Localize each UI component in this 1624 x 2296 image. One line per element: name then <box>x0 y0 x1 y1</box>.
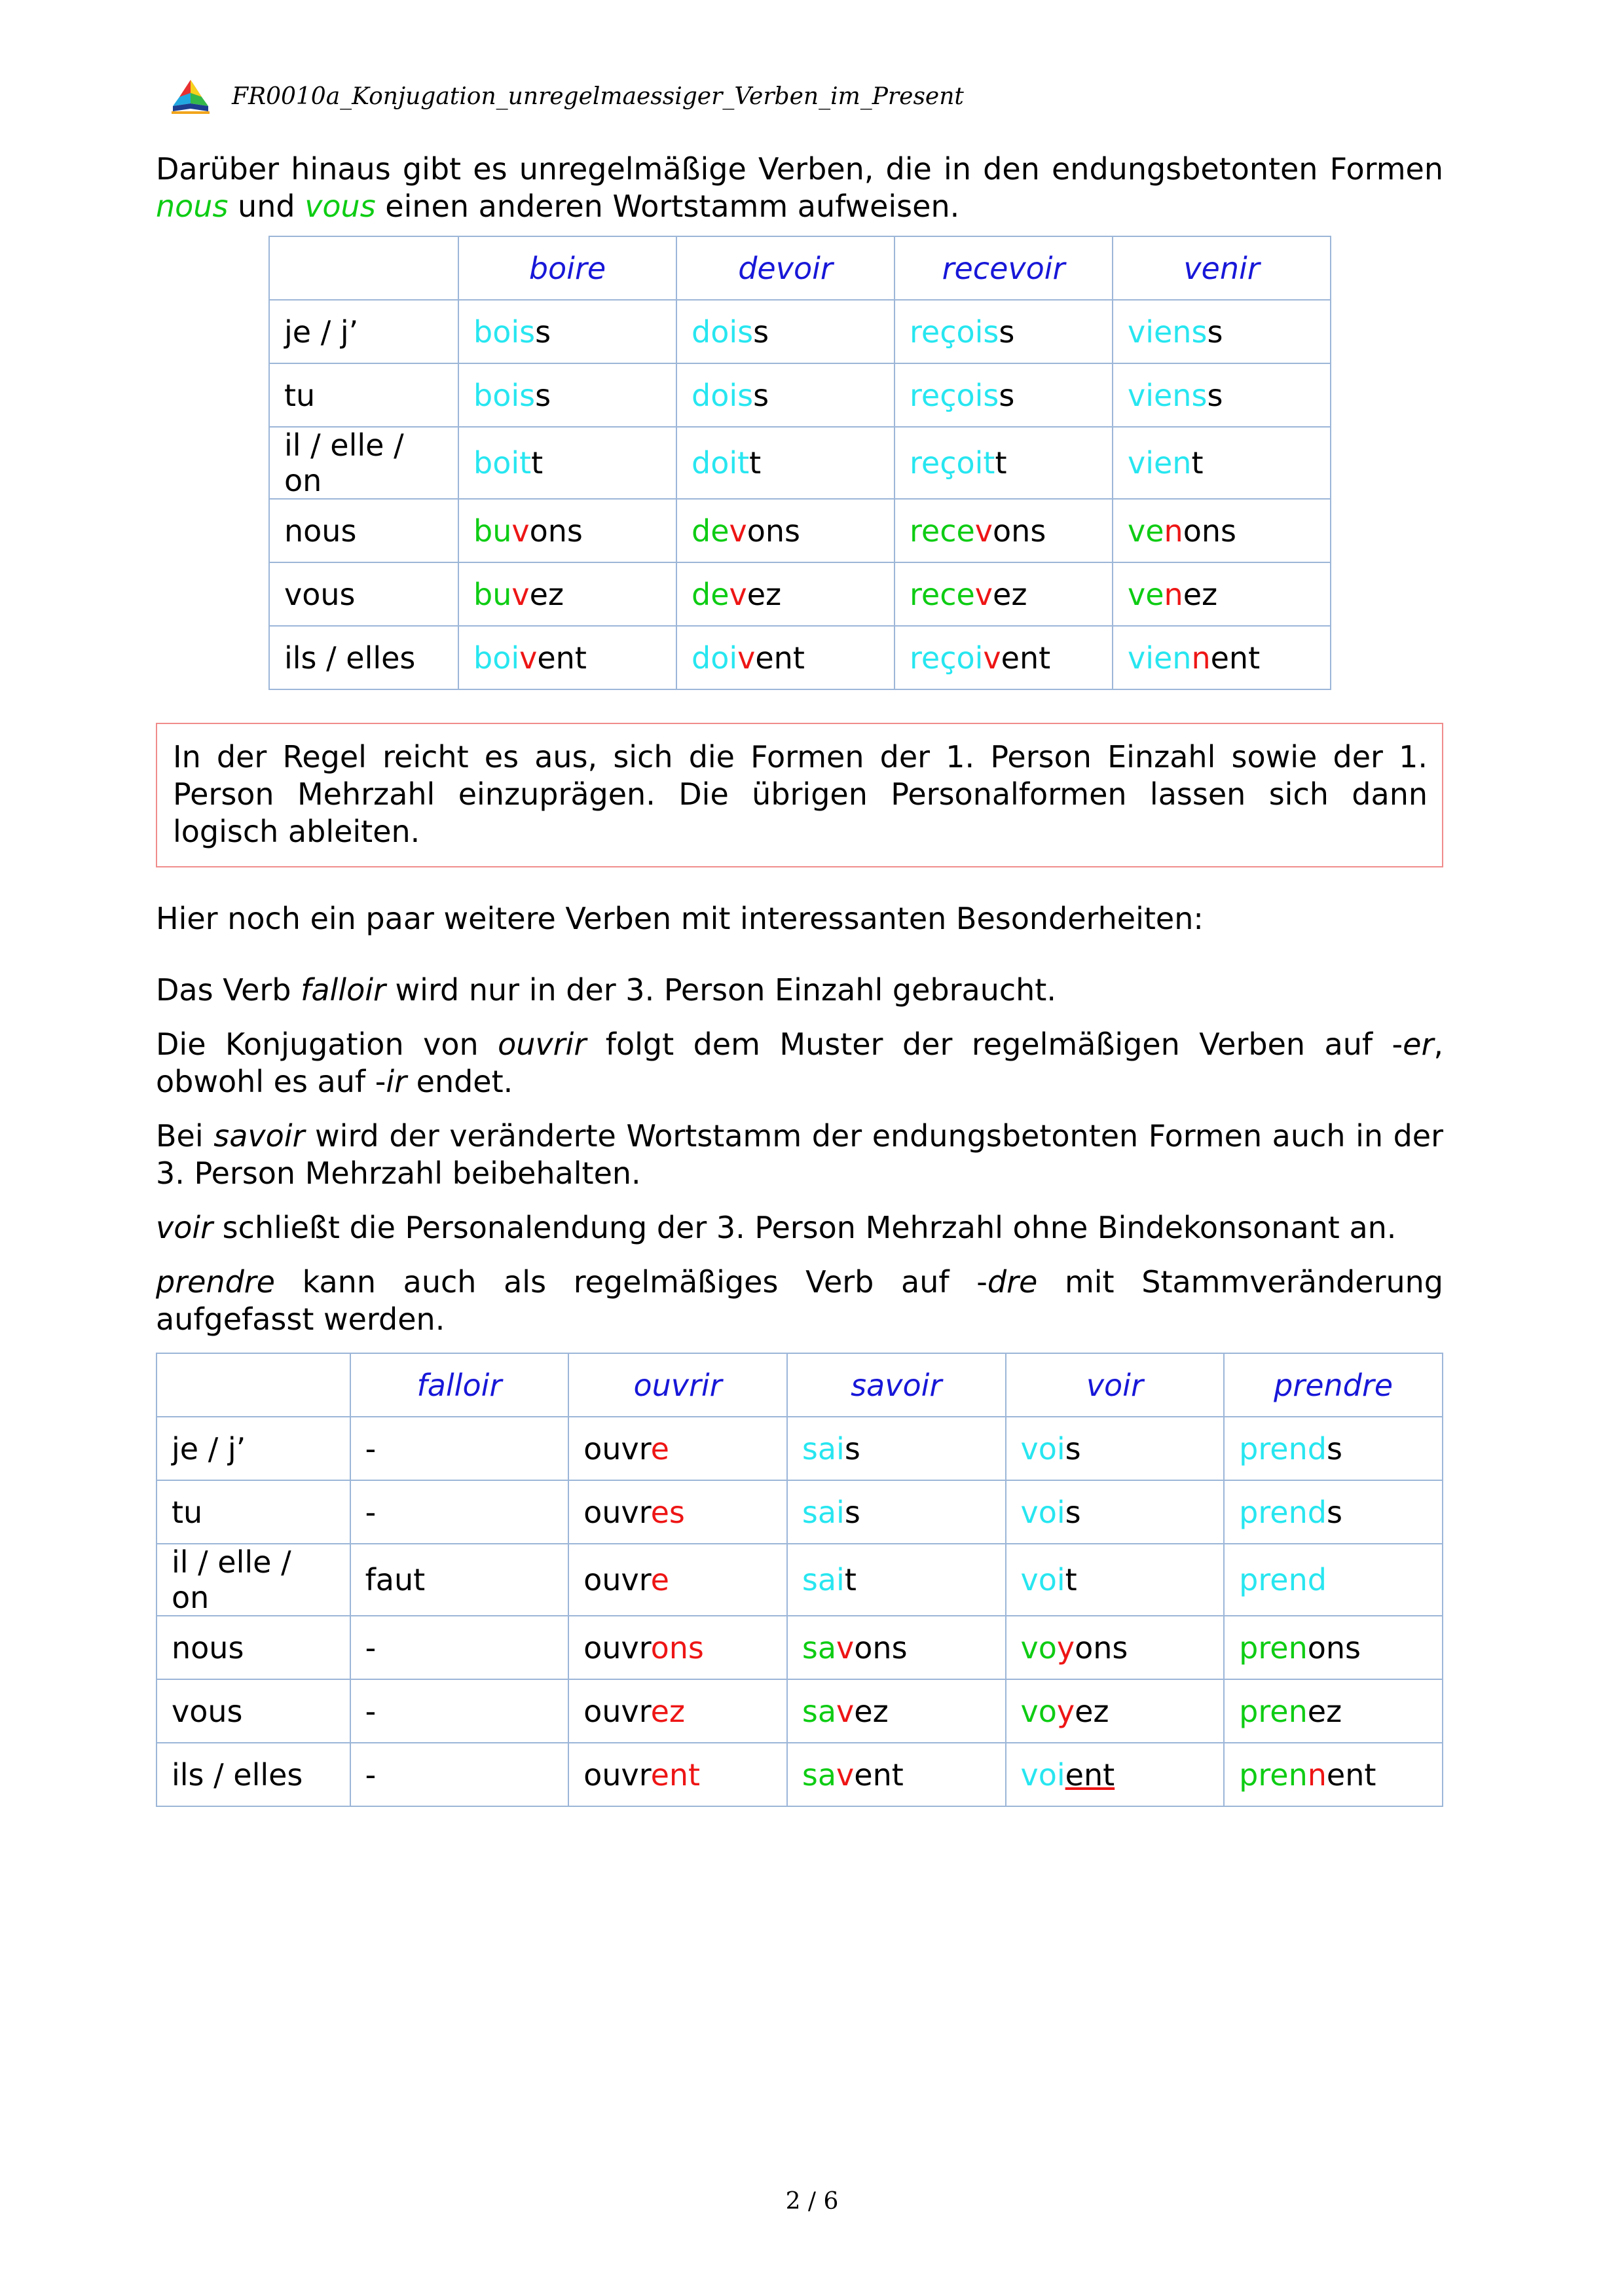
verb-form-segment: ouvr <box>583 1757 651 1793</box>
verb-form-segment: ons <box>747 513 800 549</box>
verb-form-segment: s <box>1207 377 1223 413</box>
verb-form-segment: s <box>999 377 1015 413</box>
verb-form-cell <box>1113 363 1331 427</box>
verb-form-cell <box>676 626 895 689</box>
verb-form-cell <box>458 363 676 427</box>
table-row <box>157 1417 1443 1480</box>
verb-header-devoir: devoir <box>676 236 895 300</box>
table-corner-cell <box>157 1353 350 1417</box>
verb-form-segment: v <box>729 513 747 549</box>
verb-form-segment: voi <box>1020 1494 1065 1530</box>
note-ouvrir-mid: folgt dem Muster der regelmäßigen Verben auf - <box>586 1027 1403 1062</box>
verb-savoir: savoir <box>213 1118 305 1154</box>
pronoun-cell: il / elle / on <box>269 427 458 499</box>
pronoun-cell: tu <box>269 363 458 427</box>
verb-form-segment: - <box>365 1693 377 1729</box>
verb-form-cell <box>787 1544 1006 1616</box>
note-ouvrir-mid2: , obwohl es auf - <box>156 1027 1443 1099</box>
verb-form-segment: ve <box>1128 513 1164 549</box>
verb-form-segment: v <box>519 640 538 676</box>
verb-form-cell <box>1006 1480 1225 1544</box>
ending-er: er <box>1403 1027 1434 1062</box>
note-falloir-prefix: Das Verb <box>156 972 301 1008</box>
vous-word: vous <box>304 189 376 224</box>
note-prendre-mid: kann auch als regelmäßiges Verb auf - <box>274 1264 987 1300</box>
nous-word: nous <box>156 189 229 224</box>
verb-form-cell <box>1113 499 1331 562</box>
verb-form-segment: ouvr <box>583 1494 651 1530</box>
verb-form-segment: reçois <box>910 377 999 413</box>
verb-form-segment: boit <box>473 445 532 481</box>
verb-prendre: prendre <box>156 1264 275 1300</box>
verb-form-segment: n <box>1164 513 1183 549</box>
more-verbs-text: Hier noch ein paar weitere Verben mit interessanten Besonderheiten: <box>156 901 1204 936</box>
verb-header-falloir: falloir <box>350 1353 569 1417</box>
verb-form-segment: ent <box>854 1757 904 1793</box>
verb-form-cell <box>1224 1616 1443 1679</box>
verb-form-segment: t <box>995 445 1007 481</box>
verb-form-cell <box>350 1480 569 1544</box>
table-header-row <box>269 236 1331 300</box>
verb-form-cell <box>458 427 676 499</box>
verb-form-segment: voi <box>1020 1562 1065 1597</box>
verb-form-cell <box>895 562 1113 626</box>
verb-form-segment: vo <box>1020 1630 1057 1666</box>
verb-form-segment: v <box>974 576 993 612</box>
intro-paragraph <box>156 151 1443 225</box>
verb-form-segment: faut <box>365 1562 426 1597</box>
note-falloir-text: wird nur in der 3. Person Einzahl gebraucht. <box>385 972 1056 1008</box>
verb-form-segment: s <box>1326 1494 1342 1530</box>
verb-form-cell <box>787 1417 1006 1480</box>
verb-form-segment: vien <box>1128 445 1192 481</box>
pronoun-cell: tu <box>157 1480 350 1544</box>
page-number: 2 / 6 <box>785 2188 839 2215</box>
verb-form-segment: ons <box>650 1630 704 1666</box>
verb-form-cell <box>895 499 1113 562</box>
verb-form-cell <box>676 562 895 626</box>
verb-form-segment: ez <box>1075 1693 1109 1729</box>
rule-note-text: In der Regel reicht es aus, sich die Formen der 1. Person Einzahl sowie der 1. Person Mehrzahl einzuprägen. Die übrigen Personalformen lassen sich dann logisch ableiten. <box>173 739 1428 849</box>
verb-form-cell <box>458 300 676 363</box>
verb-form-cell <box>350 1616 569 1679</box>
verb-form-cell <box>787 1480 1006 1544</box>
verb-header-prendre: prendre <box>1224 1353 1443 1417</box>
verb-header-savoir: savoir <box>787 1353 1006 1417</box>
verb-form-segment: s <box>844 1430 860 1467</box>
pronoun-cell: vous <box>157 1679 350 1743</box>
verb-form-cell <box>1113 626 1331 689</box>
page-header <box>169 73 964 119</box>
verb-header-venir: venir <box>1113 236 1331 300</box>
verb-form-cell <box>1006 1544 1225 1616</box>
verb-form-segment: ez <box>747 576 782 612</box>
verb-form-segment: ouvr <box>583 1562 651 1597</box>
verb-form-segment: ons <box>529 513 583 549</box>
verb-form-segment: ent <box>650 1757 701 1793</box>
verb-form-cell <box>1224 1417 1443 1480</box>
verb-form-segment: t <box>1191 445 1204 481</box>
verb-form-segment: t <box>749 445 762 481</box>
verb-form-segment: - <box>365 1494 377 1530</box>
verb-form-segment: ent <box>1065 1757 1115 1793</box>
note-prendre <box>156 1264 1443 1338</box>
verb-form-cell <box>350 1544 569 1616</box>
verb-form-segment: v <box>836 1693 855 1729</box>
verb-form-segment: s <box>1326 1430 1342 1467</box>
verb-form-segment: voi <box>1020 1430 1065 1467</box>
verb-form-cell <box>895 363 1113 427</box>
table-row <box>269 499 1331 562</box>
verb-form-cell <box>458 562 676 626</box>
verb-form-cell <box>676 363 895 427</box>
verb-form-segment: vo <box>1020 1693 1057 1729</box>
verb-form-cell <box>458 626 676 689</box>
intro-and: und <box>228 189 305 224</box>
verb-form-segment: pren <box>1239 1757 1308 1793</box>
verb-form-cell <box>350 1743 569 1806</box>
verb-header-boire: boire <box>458 236 676 300</box>
table-row <box>157 1679 1443 1743</box>
verb-falloir: falloir <box>301 972 386 1008</box>
verb-form-segment: ent <box>1326 1757 1376 1793</box>
verb-form-cell <box>568 1743 787 1806</box>
verb-form-segment: sa <box>802 1630 837 1666</box>
verb-form-cell <box>1224 1544 1443 1616</box>
verb-form-segment: pren <box>1239 1630 1308 1666</box>
verb-form-segment: ez <box>529 576 564 612</box>
verb-form-segment: ez <box>993 576 1027 612</box>
verb-form-cell <box>568 1616 787 1679</box>
verb-form-segment: doit <box>692 445 750 481</box>
note-falloir <box>156 972 1443 1009</box>
verb-header-recevoir: recevoir <box>895 236 1113 300</box>
note-ouvrir-prefix: Die Konjugation von <box>156 1027 498 1062</box>
pronoun-cell: je / j’ <box>269 300 458 363</box>
verb-header-ouvrir: ouvrir <box>568 1353 787 1417</box>
verb-form-segment: de <box>692 576 729 612</box>
verb-form-segment: vien <box>1128 640 1192 676</box>
verb-form-segment: v <box>836 1757 855 1793</box>
verb-form-segment: bu <box>473 576 512 612</box>
verb-form-segment: v <box>737 640 756 676</box>
table-corner-cell <box>269 236 458 300</box>
table-row <box>157 1480 1443 1544</box>
verb-header-voir: voir <box>1006 1353 1225 1417</box>
verb-form-segment: voi <box>1020 1757 1065 1793</box>
pronoun-cell: je / j’ <box>157 1417 350 1480</box>
verb-form-segment: y <box>1056 1693 1075 1729</box>
ending-ir: ir <box>386 1064 407 1099</box>
table-row <box>269 626 1331 689</box>
verb-form-segment: ent <box>1210 640 1261 676</box>
pronoun-cell: ils / elles <box>269 626 458 689</box>
verb-form-cell <box>1006 1616 1225 1679</box>
conjugation-table-2 <box>156 1353 1443 1807</box>
verb-form-cell <box>787 1743 1006 1806</box>
verb-form-segment: ent <box>755 640 805 676</box>
verb-form-segment: sai <box>802 1494 845 1530</box>
verb-form-segment: ez <box>854 1693 889 1729</box>
verb-form-segment: reçoi <box>910 640 984 676</box>
note-savoir <box>156 1118 1443 1192</box>
verb-form-segment: bu <box>473 513 512 549</box>
verb-form-segment: t <box>844 1562 857 1597</box>
verb-form-segment: v <box>511 576 530 612</box>
verb-form-segment: rece <box>910 576 975 612</box>
table-row <box>269 562 1331 626</box>
pronoun-cell: nous <box>157 1616 350 1679</box>
verb-form-cell <box>350 1679 569 1743</box>
verb-form-segment: - <box>365 1630 377 1666</box>
verb-form-cell <box>895 427 1113 499</box>
verb-form-segment: s <box>1207 314 1223 350</box>
verb-form-cell <box>1006 1417 1225 1480</box>
note-voir-text: schließt die Personalendung der 3. Person Mehrzahl ohne Bindekonsonant an. <box>213 1210 1397 1245</box>
pronoun-cell: nous <box>269 499 458 562</box>
verb-form-segment: prend <box>1239 1562 1327 1597</box>
pronoun-cell: il / elle / on <box>157 1544 350 1616</box>
verb-form-segment: s <box>753 377 769 413</box>
verb-form-segment: ez <box>1307 1693 1342 1729</box>
verb-form-segment: viens <box>1128 314 1208 350</box>
conjugation-table-1 <box>268 236 1331 690</box>
verb-form-segment: ons <box>1075 1630 1128 1666</box>
verb-form-segment: reçois <box>910 314 999 350</box>
verb-form-cell <box>1113 427 1331 499</box>
verb-form-segment: e <box>650 1430 669 1467</box>
document-title: FR0010a_Konjugation_unregelmaessiger_Verben_im_Present <box>232 82 964 110</box>
verb-form-segment: viens <box>1128 377 1208 413</box>
verb-form-segment: ez <box>1183 576 1218 612</box>
note-savoir-prefix: Bei <box>156 1118 214 1154</box>
table-row <box>269 427 1331 499</box>
verb-form-segment: s <box>844 1494 860 1530</box>
verb-form-segment: doi <box>692 640 738 676</box>
verb-form-segment: ons <box>1307 1630 1361 1666</box>
verb-form-segment: t <box>1065 1562 1077 1597</box>
verb-form-cell <box>676 300 895 363</box>
verb-form-cell <box>1224 1743 1443 1806</box>
note-voir <box>156 1209 1443 1247</box>
verb-form-segment: s <box>1065 1430 1081 1467</box>
verb-form-segment: y <box>1056 1630 1075 1666</box>
verb-form-cell <box>1113 562 1331 626</box>
verb-form-segment: - <box>365 1757 377 1793</box>
pronoun-cell: vous <box>269 562 458 626</box>
verb-form-segment: rece <box>910 513 975 549</box>
note-prendre-end: mit Stammveränderung aufgefasst werden. <box>156 1264 1443 1337</box>
verb-form-segment: dois <box>692 377 754 413</box>
verb-form-segment: n <box>1307 1757 1327 1793</box>
page-content <box>156 151 1443 1807</box>
colorful-book-logo-icon <box>169 77 212 115</box>
verb-form-segment: ons <box>993 513 1046 549</box>
verb-form-segment: bois <box>473 377 536 413</box>
note-ouvrir <box>156 1026 1443 1101</box>
verb-form-segment: ez <box>650 1693 686 1729</box>
verb-form-cell <box>568 1544 787 1616</box>
verb-ouvrir: ouvrir <box>498 1027 587 1062</box>
verb-form-segment: prend <box>1239 1494 1327 1530</box>
verb-form-segment: boi <box>473 640 520 676</box>
verb-form-segment: ve <box>1128 576 1164 612</box>
verb-form-segment: s <box>1065 1494 1081 1530</box>
ending-dre: dre <box>987 1264 1038 1300</box>
verb-form-cell <box>1006 1679 1225 1743</box>
verb-form-cell <box>676 427 895 499</box>
intro-text-end: einen anderen Wortstamm aufweisen. <box>375 189 960 224</box>
verb-form-segment: pren <box>1239 1693 1308 1729</box>
verb-form-segment: v <box>729 576 747 612</box>
intro-text: Darüber hinaus gibt es unregelmäßige Verben, die in den endungsbetonten Formen <box>156 151 1443 187</box>
table-header-row <box>157 1353 1443 1417</box>
verb-form-segment: - <box>365 1430 377 1467</box>
table-row <box>157 1616 1443 1679</box>
verb-form-segment: s <box>535 377 551 413</box>
verb-form-cell <box>1006 1743 1225 1806</box>
table-row <box>157 1743 1443 1806</box>
verb-form-segment: sa <box>802 1757 837 1793</box>
verb-form-cell <box>350 1417 569 1480</box>
verb-form-cell <box>568 1480 787 1544</box>
verb-form-segment: sai <box>802 1562 845 1597</box>
note-savoir-text: wird der veränderte Wortstamm der endungsbetonten Formen auch in der 3. Person Mehrzahl beibehalten. <box>156 1118 1443 1191</box>
table-row <box>269 363 1331 427</box>
table-row <box>269 300 1331 363</box>
note-ouvrir-end: endet. <box>407 1064 513 1099</box>
verb-form-cell <box>1113 300 1331 363</box>
verb-form-cell <box>895 626 1113 689</box>
verb-form-segment: ent <box>537 640 587 676</box>
table-row <box>157 1544 1443 1616</box>
verb-form-segment: v <box>983 640 1001 676</box>
verb-form-segment: v <box>836 1630 855 1666</box>
verb-form-segment: n <box>1191 640 1211 676</box>
rule-note-box <box>156 723 1443 867</box>
verb-form-cell <box>676 499 895 562</box>
verb-form-segment: de <box>692 513 729 549</box>
verb-form-cell <box>1224 1679 1443 1743</box>
more-verbs-intro <box>156 900 1443 938</box>
verb-form-segment: s <box>535 314 551 350</box>
verb-form-segment: bois <box>473 314 536 350</box>
verb-form-segment: sa <box>802 1693 837 1729</box>
verb-form-segment: dois <box>692 314 754 350</box>
verb-form-cell <box>1224 1480 1443 1544</box>
verb-form-segment: e <box>650 1562 669 1597</box>
verb-form-segment: n <box>1164 576 1183 612</box>
verb-form-cell <box>458 499 676 562</box>
verb-form-cell <box>787 1679 1006 1743</box>
verb-form-segment: prend <box>1239 1430 1327 1467</box>
verb-form-segment: t <box>531 445 544 481</box>
verb-form-segment: es <box>650 1494 685 1530</box>
verb-form-segment: ons <box>1183 513 1236 549</box>
verb-form-cell <box>787 1616 1006 1679</box>
verb-form-segment: v <box>974 513 993 549</box>
verb-voir: voir <box>156 1210 213 1245</box>
verb-form-segment: sai <box>802 1430 845 1467</box>
verb-form-segment: ouvr <box>583 1693 651 1729</box>
verb-form-segment: ent <box>1001 640 1051 676</box>
verb-form-cell <box>568 1679 787 1743</box>
verb-form-segment: reçoit <box>910 445 995 481</box>
verb-form-segment: ouvr <box>583 1430 651 1467</box>
verb-form-cell <box>895 300 1113 363</box>
verb-form-segment: ouvr <box>583 1630 651 1666</box>
verb-form-segment: s <box>753 314 769 350</box>
verb-form-segment: ons <box>854 1630 908 1666</box>
pronoun-cell: ils / elles <box>157 1743 350 1806</box>
verb-form-cell <box>568 1417 787 1480</box>
verb-form-segment: v <box>511 513 530 549</box>
verb-form-segment: s <box>999 314 1015 350</box>
